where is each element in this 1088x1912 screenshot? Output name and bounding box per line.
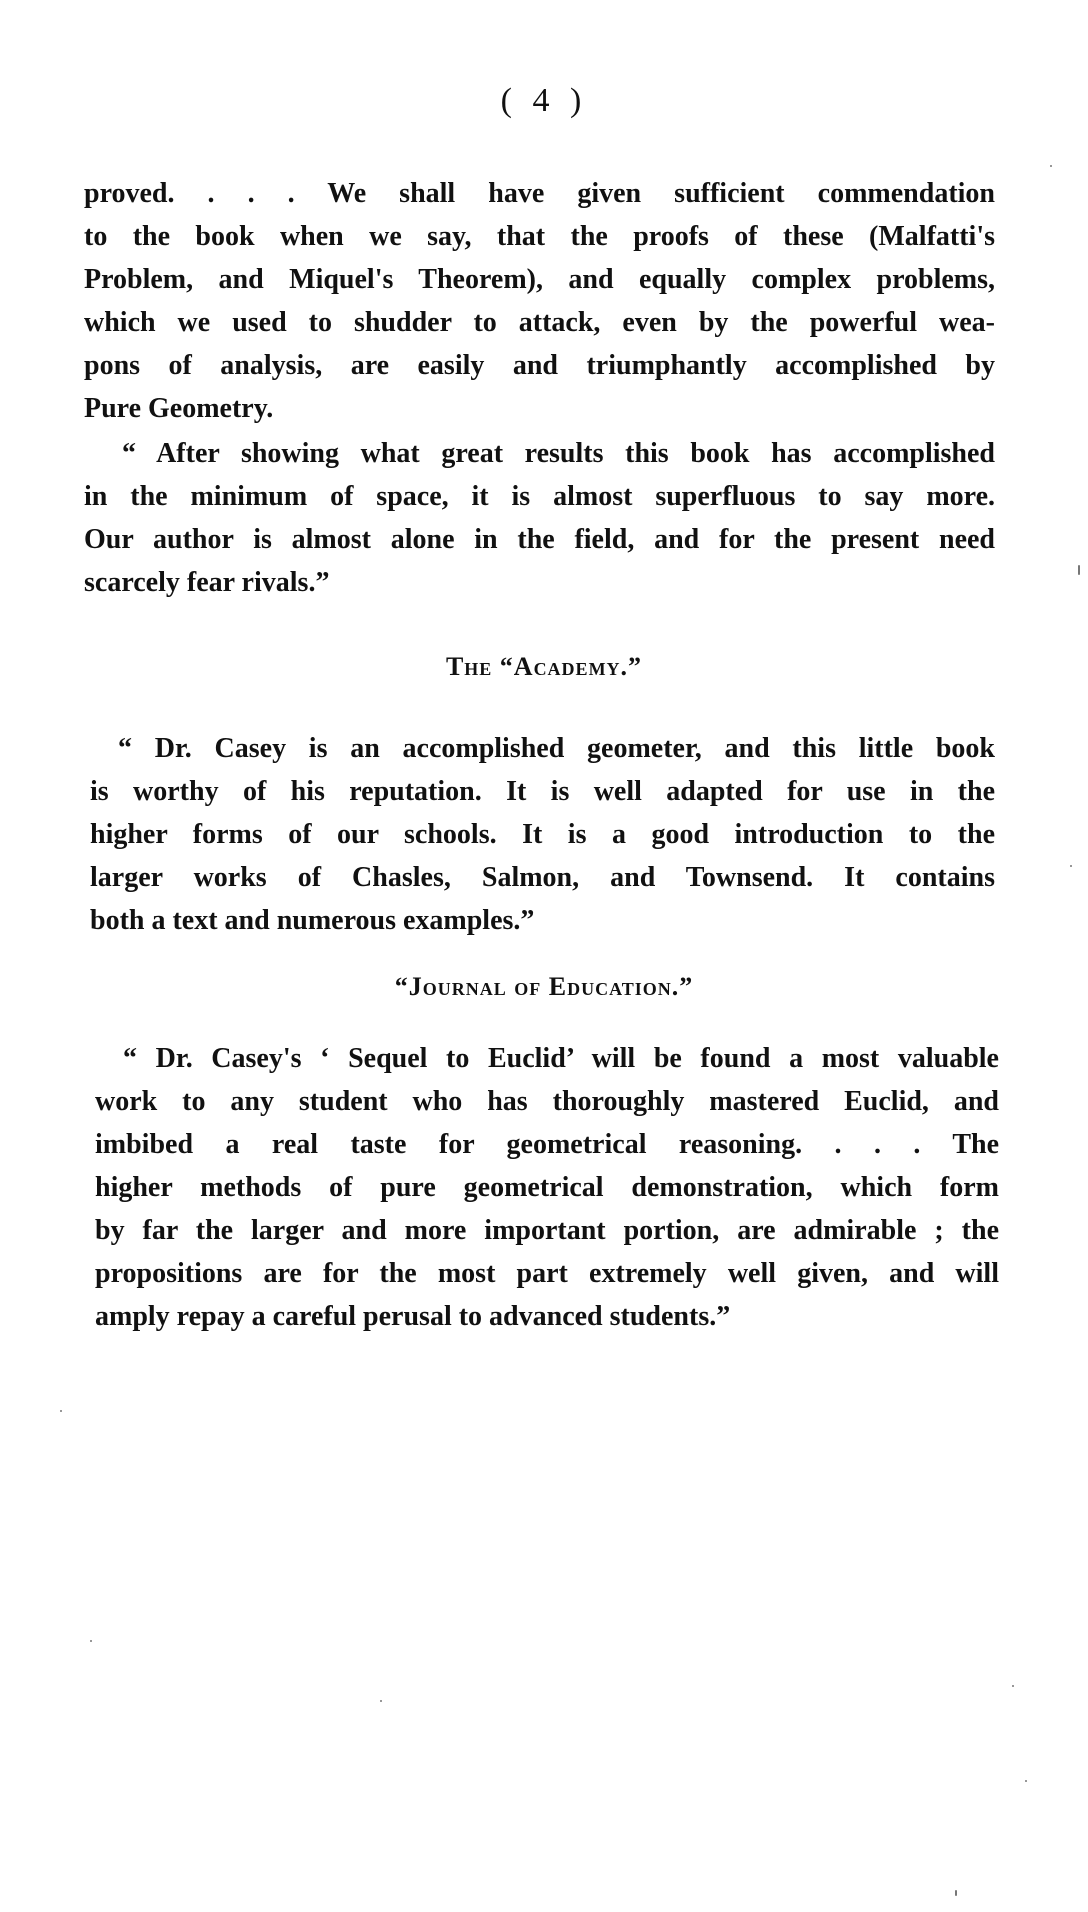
heading-journal-of-education: “Journal of Education.”	[394, 972, 694, 1001]
text-line: amply repay a careful perusal to advanced students.”	[95, 1301, 731, 1332]
text-line: by far the larger and more important portion, are admirable ; the	[95, 1215, 999, 1246]
text-line: propositions are for the most part extremely well given, and will	[95, 1258, 999, 1289]
scan-speck	[60, 1410, 62, 1412]
page-number: ( 4 )	[500, 82, 588, 119]
text-line: Problem, and Miquel's Theorem), and equally complex problems,	[84, 264, 995, 295]
heading-academy: The “Academy.”	[445, 652, 643, 681]
scan-speck	[1050, 165, 1052, 167]
text-line: Our author is almost alone in the field, and for the present need	[84, 524, 995, 555]
scan-speck	[1070, 865, 1072, 867]
scan-speck	[380, 1700, 382, 1702]
text-line: pons of analysis, are easily and triumphantly accomplished by	[84, 350, 995, 381]
paragraph-review-continuation	[84, 172, 995, 430]
paragraph-after-showing	[84, 432, 995, 604]
text-line: in the minimum of space, it is almost superfluous to say more.	[84, 481, 995, 512]
paragraph-journal-review	[95, 1037, 999, 1338]
scan-speck	[1025, 1780, 1027, 1782]
text-line: larger works of Chasles, Salmon, and Townsend. It contains	[90, 862, 995, 893]
text-line: higher forms of our schools. It is a good introduction to the	[90, 819, 995, 850]
text-line: Pure Geometry.	[84, 393, 274, 424]
text-line: higher methods of pure geometrical demonstration, which form	[95, 1172, 999, 1203]
scan-speck	[90, 1640, 92, 1642]
text-line: scarcely fear rivals.”	[84, 567, 330, 598]
text-line: “ After showing what great results this book has accomplished	[122, 438, 995, 469]
scan-speck	[1078, 565, 1080, 575]
paragraph-academy-review	[90, 727, 995, 942]
text-line: “ Dr. Casey is an accomplished geometer, and this little book	[118, 733, 995, 764]
text-line: proved. . . . We shall have given sufficient commendation	[84, 178, 995, 209]
text-line: “ Dr. Casey's ‘ Sequel to Euclid’ will be found a most valuable	[123, 1043, 999, 1074]
text-line: which we used to shudder to attack, even by the powerful wea-	[84, 307, 995, 338]
text-line: imbibed a real taste for geometrical reasoning. . . . The	[95, 1129, 999, 1160]
scan-speck	[955, 1890, 957, 1896]
text-line: both a text and numerous examples.”	[90, 905, 535, 936]
scan-speck	[1012, 1685, 1014, 1687]
text-line: to the book when we say, that the proofs of these (Malfatti's	[84, 221, 995, 252]
text-line: work to any student who has thoroughly mastered Euclid, and	[95, 1086, 999, 1117]
text-line: is worthy of his reputation. It is well adapted for use in the	[90, 776, 995, 807]
